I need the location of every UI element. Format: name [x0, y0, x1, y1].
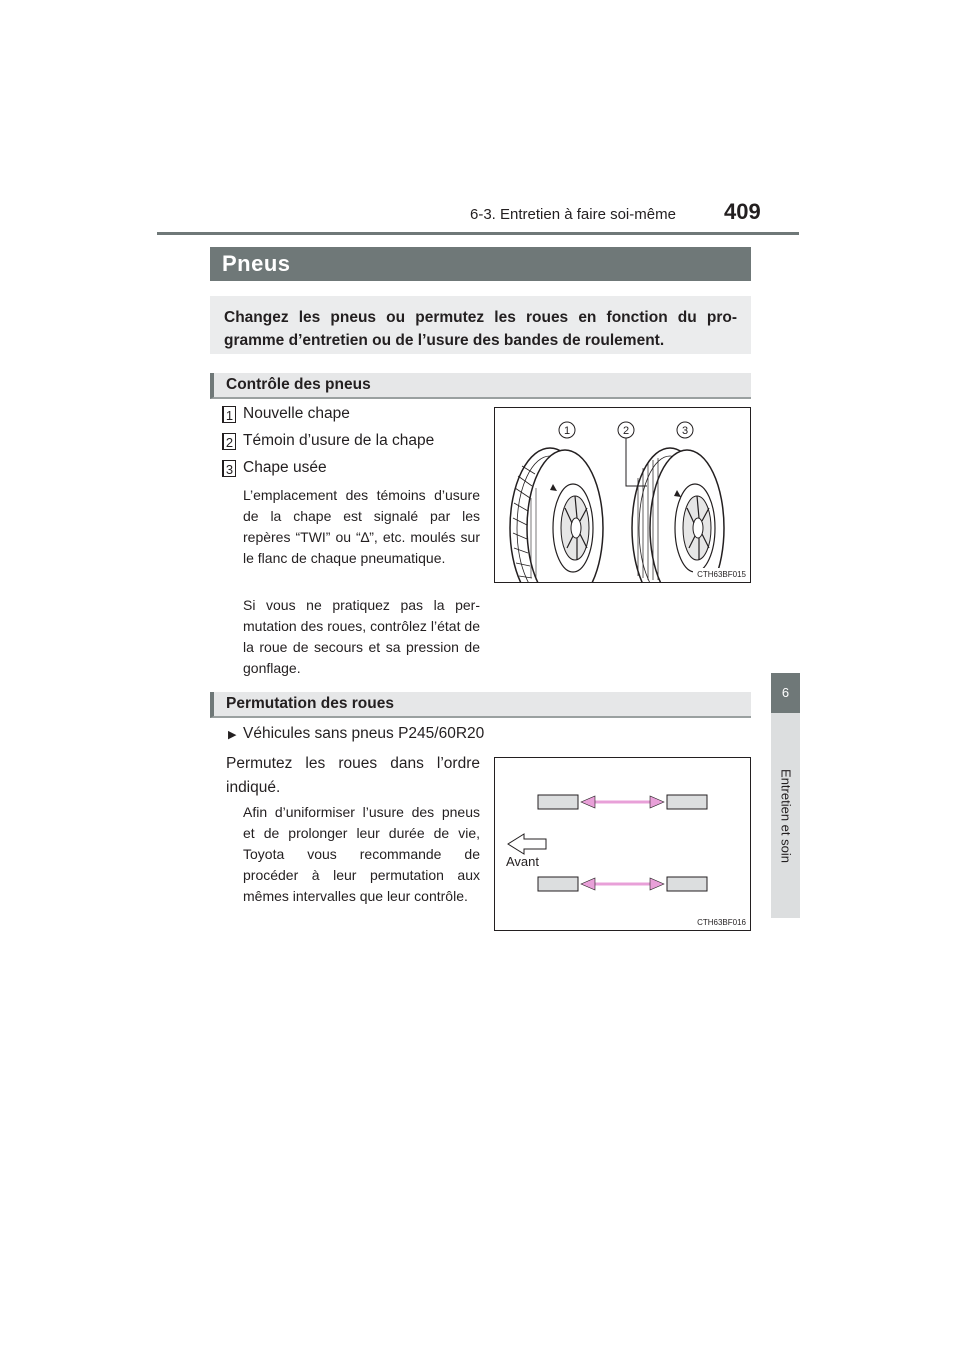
callout-3-label: 3: [681, 425, 689, 437]
header-rule: [157, 232, 799, 235]
worn-tire-icon: [632, 448, 724, 582]
item-number: 2: [222, 433, 236, 450]
tire-wear-illustration: [495, 408, 750, 582]
swap-front-arrow-icon: [581, 796, 664, 808]
front-label: Avant: [506, 854, 540, 869]
page-number: 409: [724, 199, 761, 224]
rear-right-wheel: [667, 877, 707, 891]
figure-code: CTH63BF015: [697, 570, 746, 579]
header-section-title: 6-3. Entretien à faire soi-même: [470, 206, 676, 223]
tread-indicator-note: L’emplacement des témoins d’usure de la chape est signalé par les repères “TWI” ou “∆”, etc. moulés sur le flanc de chaque pneumatique.: [243, 487, 480, 566]
chapter-title-tab: [771, 713, 800, 918]
front-left-wheel: [538, 795, 578, 809]
callout-3: [677, 422, 693, 438]
figure-code: CTH63BF016: [697, 918, 746, 927]
vehicle-condition: Véhicules sans pneus P245/60R20: [243, 725, 485, 742]
callout-1-label: 1: [563, 425, 571, 437]
rear-left-wheel: [538, 877, 578, 891]
new-tire-icon: [510, 448, 603, 582]
item-number: 1: [222, 406, 236, 423]
item-label: Témoin d’usure de la chape: [243, 432, 435, 449]
rotation-instruction: Permutez les roues dans l’ordre indiqué.: [226, 755, 480, 796]
page-title: Pneus: [210, 247, 751, 281]
rotation-diagram: [495, 758, 750, 930]
rotation-note: Afin d’uniformiser l’usure des pneus et de prolonger leur durée de vie, Toyota vous recommande de procéder à leur permutation aux mêmes intervalles que leur contrôle.: [243, 804, 480, 904]
item-number: 3: [222, 460, 236, 477]
tire-wear-figure: [494, 407, 751, 583]
section-heading-rotation: Permutation des roues: [210, 692, 751, 718]
item-label: Chape usée: [243, 459, 327, 476]
chapter-title-text: Entretien et soin: [778, 768, 793, 863]
front-direction-arrow-icon: [508, 834, 546, 854]
item-label: Nouvelle chape: [243, 405, 350, 422]
intro-box: Changez les pneus ou permutez les roues en fonction du pro-gramme d’entretien ou de l’usure des bandes de roulement.: [210, 296, 751, 354]
spare-tire-note: Si vous ne pratiquez pas la per-mutation des roues, contrôlez l’état de la roue de secours et sa pression de gonflage.: [243, 597, 480, 676]
chapter-number-tab: 6: [771, 673, 800, 713]
callout-2-label: 2: [622, 425, 630, 437]
bullet-triangle-icon: ▶: [228, 729, 237, 741]
swap-rear-arrow-icon: [581, 878, 664, 890]
callout-1: [559, 422, 575, 438]
front-right-wheel: [667, 795, 707, 809]
rotation-figure: [494, 757, 751, 931]
section-heading-tire-check: Contrôle des pneus: [210, 373, 751, 399]
